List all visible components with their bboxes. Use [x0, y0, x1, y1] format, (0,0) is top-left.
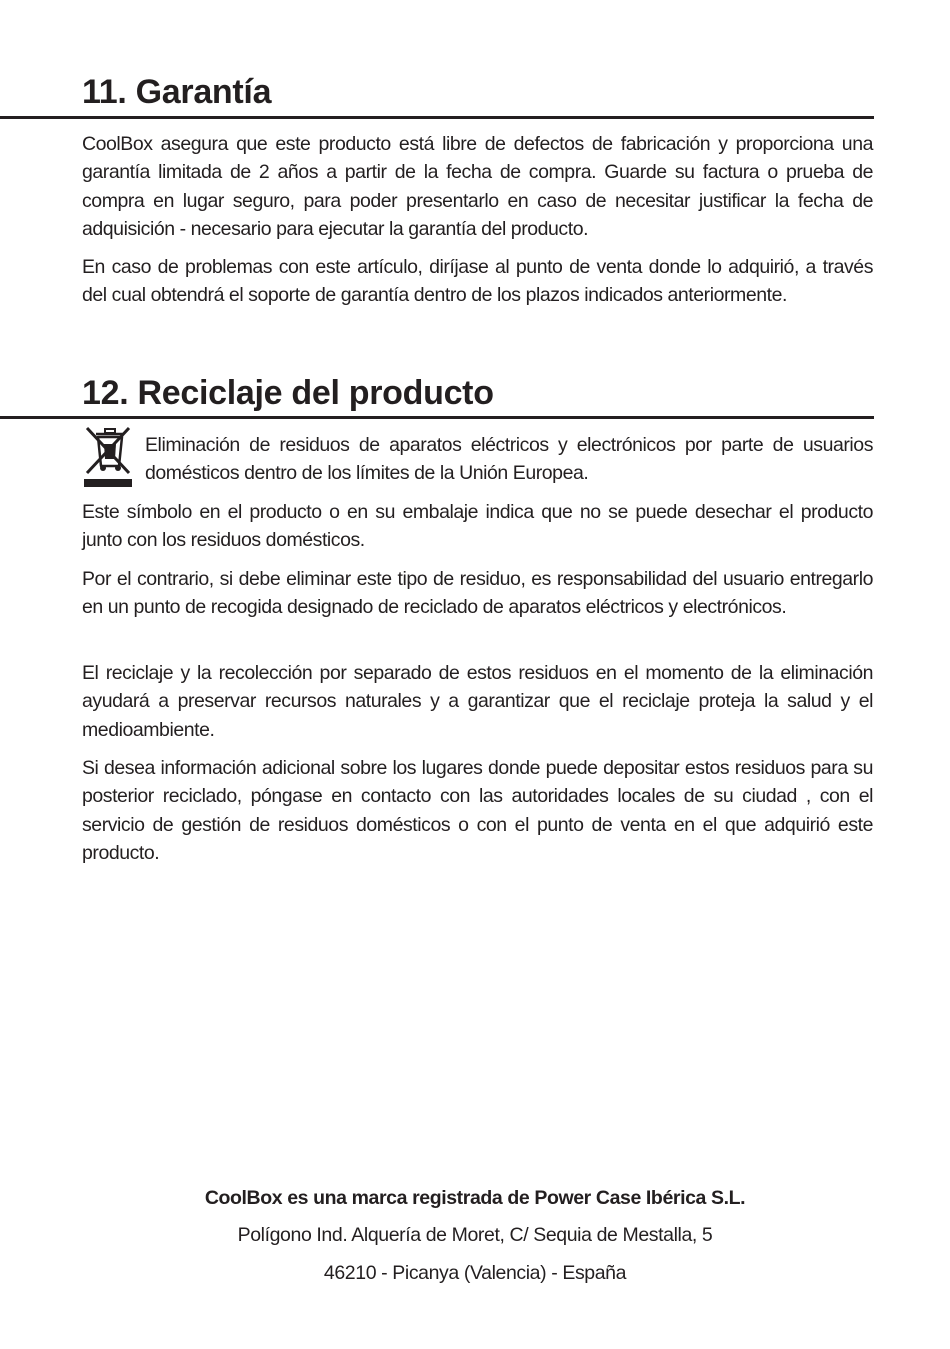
- section-divider: [0, 116, 874, 119]
- reciclaje-paragraph-3: El reciclaje y la recolección por separado de estos residuos en el momento de la eliminación ayudará a preservar recursos naturales y a garantizar que el reciclaje proteja la salud y el medioambiente.: [82, 662, 873, 741]
- reciclaje-paragraph-1: Este símbolo en el producto o en su embalaje indica que no se puede desechar el producto junto con los residuos domésticos.: [82, 501, 873, 552]
- reciclaje-paragraph-4: Si desea información adicional sobre los lugares donde puede depositar estos residuos para su posterior reciclado, póngase en contacto con las autoridades locales de su ciudad , con el servicio de gestión de residuos domésticos o con el punto de venta en el que adquirió este producto.: [82, 757, 873, 865]
- garantia-paragraph-1: CoolBox asegura que este producto está libre de defectos de fabricación y proporciona una garantía limitada de 2 años a partir de la fecha de compra. Guarde su factura o prueba de compra en lugar seguro, para poder presentarlo en caso de necesitar justificar la fecha de adquisición - necesario para ejecutar la garantía del producto.: [82, 133, 873, 241]
- footer-trademark: CoolBox es una marca registrada de Power Case Ibérica S.L.: [204, 1187, 746, 1209]
- crossed-out-wheelie-bin-icon: [82, 424, 134, 490]
- footer-address-line-1: Polígono Ind. Alquería de Moret, C/ Sequia de Mestalla, 5: [237, 1224, 713, 1246]
- section-title-garantia: 11. Garantía: [82, 73, 272, 111]
- section-divider: [0, 416, 874, 419]
- section-title-reciclaje: 12. Reciclaje del producto: [82, 374, 494, 412]
- weee-caption: Eliminación de residuos de aparatos eléctricos y electrónicos por parte de usuarios domésticos dentro de los límites de la Unión Europea.: [145, 434, 873, 485]
- footer-address-line-2: 46210 - Picanya (Valencia) - España: [323, 1262, 627, 1284]
- garantia-paragraph-2: En caso de problemas con este artículo, diríjase al punto de venta donde lo adquirió, a través del cual obtendrá el soporte de garantía dentro de los plazos indicados anteriormente.: [82, 256, 873, 307]
- reciclaje-paragraph-2: Por el contrario, si debe eliminar este tipo de residuo, es responsabilidad del usuario entregarlo en un punto de recogida designado de reciclado de aparatos eléctricos y electrónicos.: [82, 568, 873, 619]
